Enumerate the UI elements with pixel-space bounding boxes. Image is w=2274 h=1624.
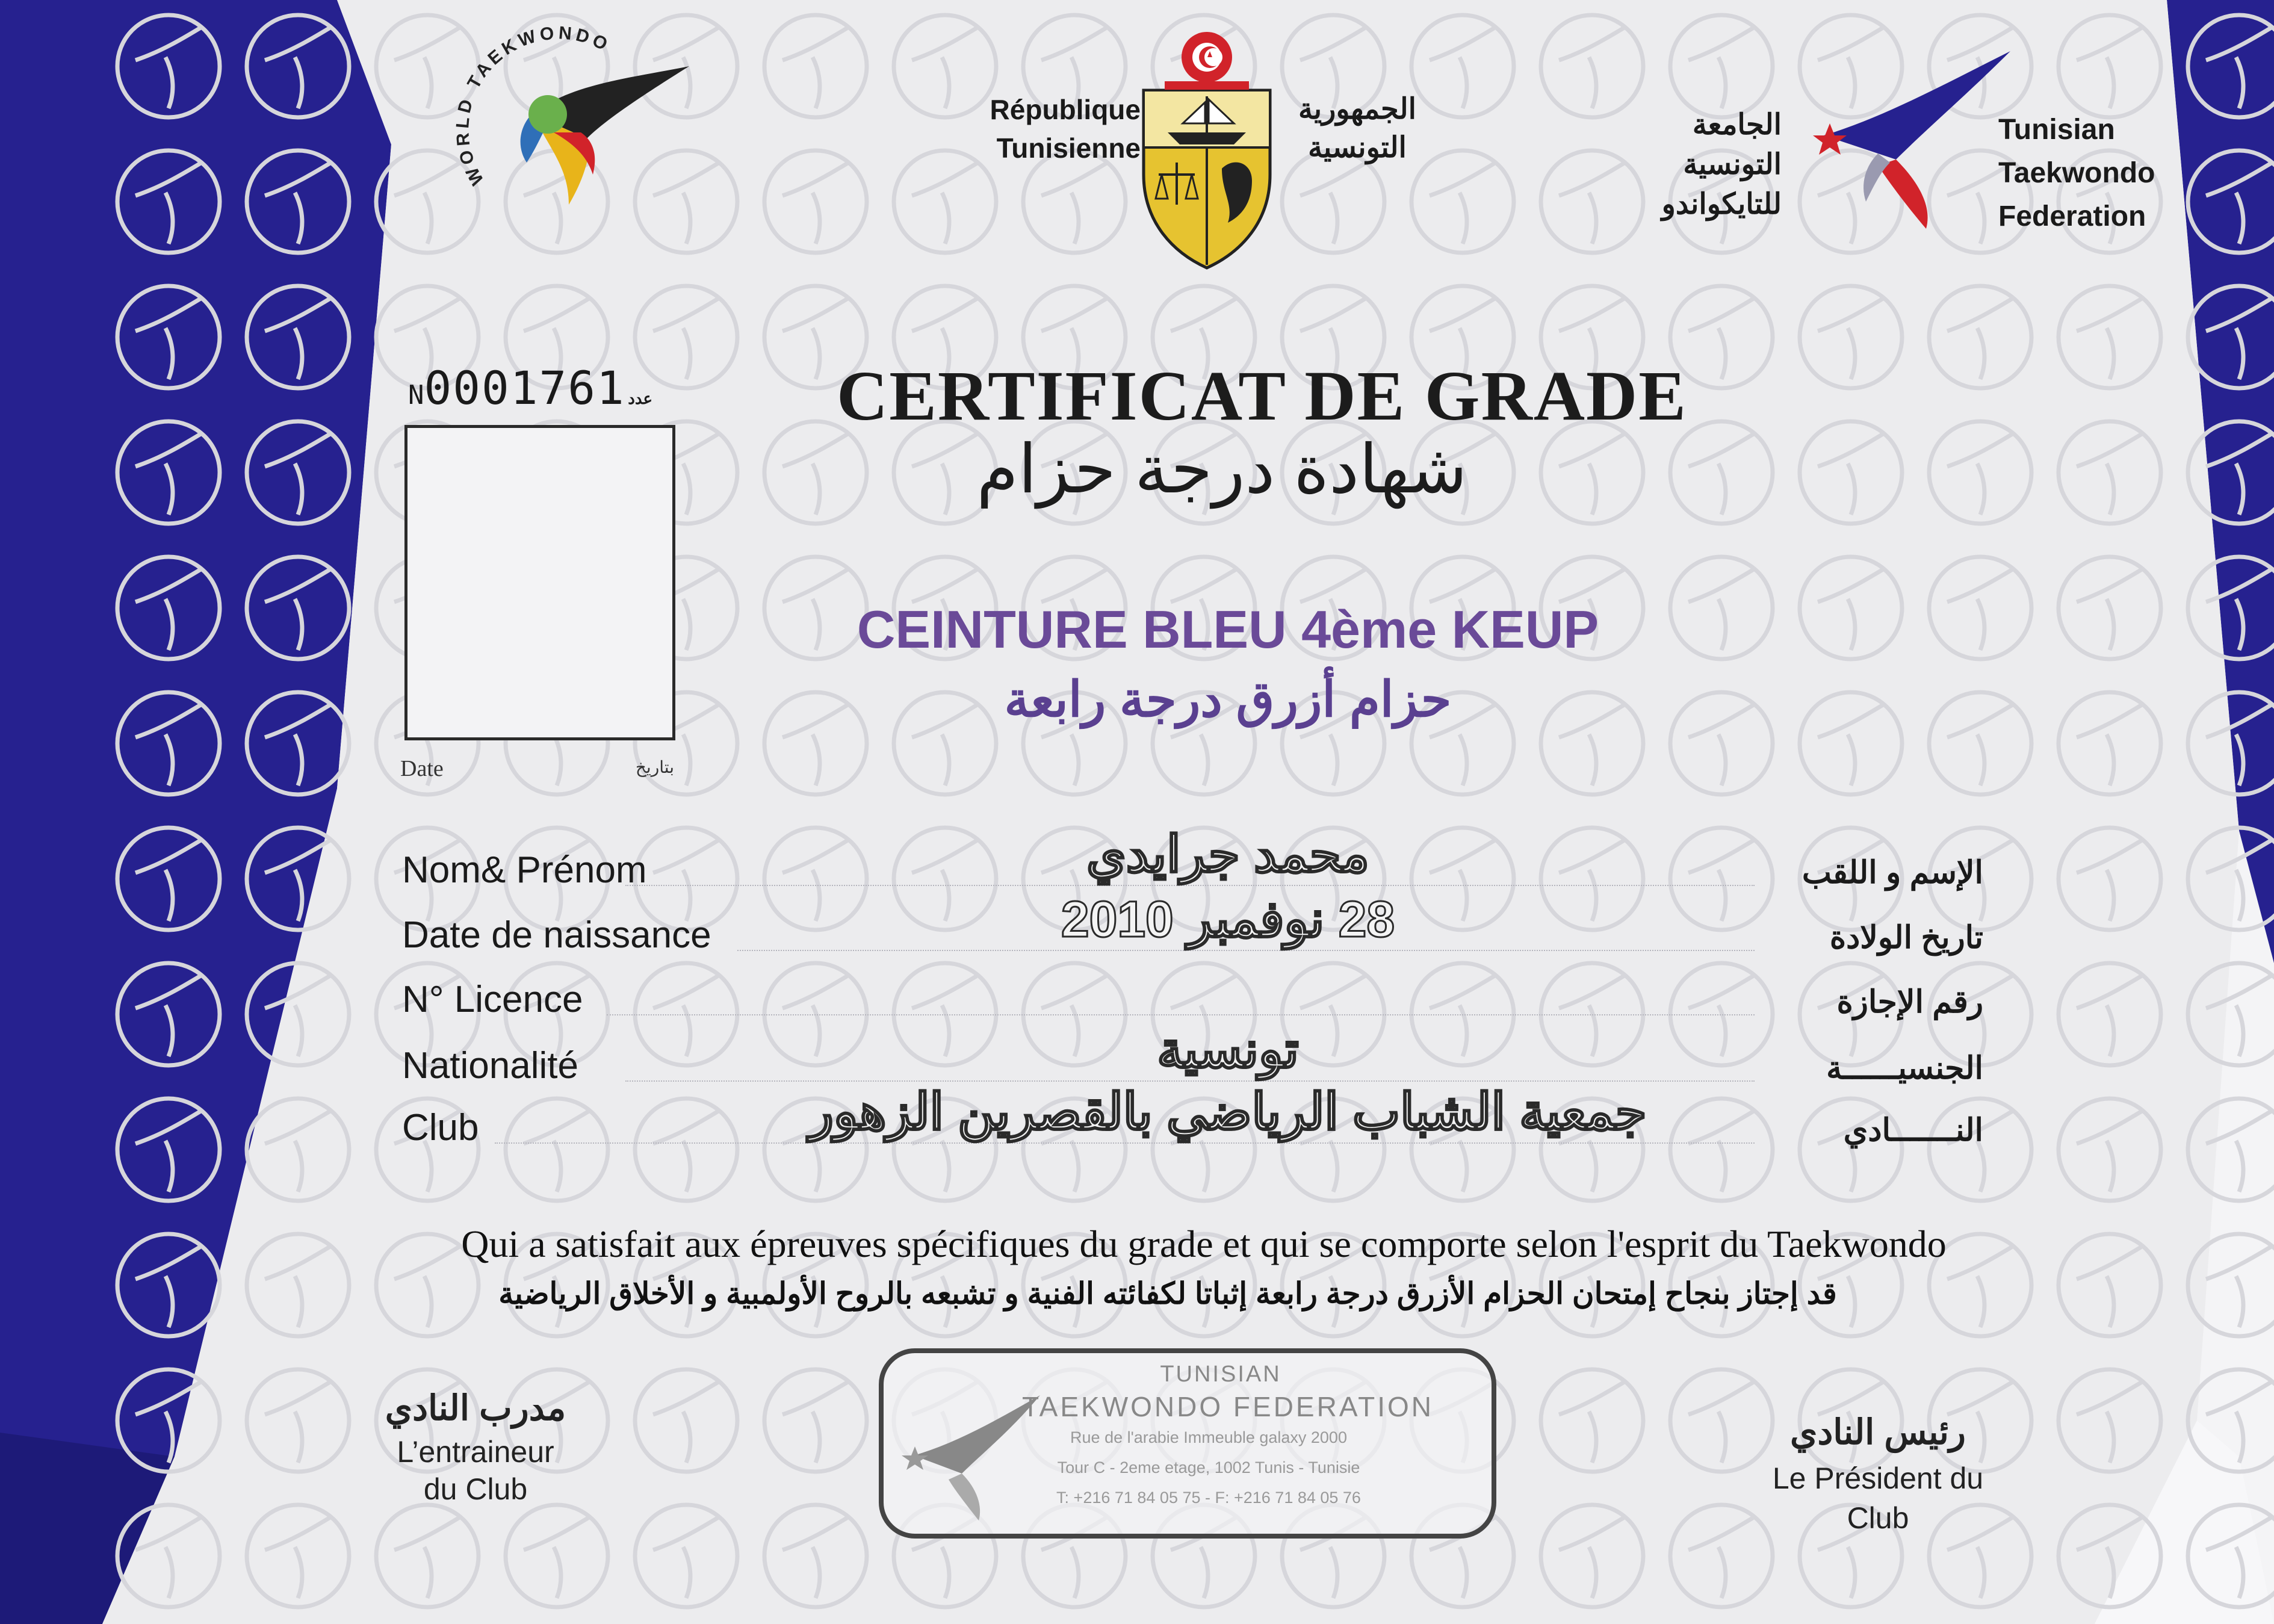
field-label-fr: Date de naissance <box>402 914 711 956</box>
field-value: تونسية <box>1157 1021 1299 1078</box>
field-label-ar: رقم الإجازة <box>1836 985 1983 1020</box>
stamp-line1: TUNISIAN <box>1160 1362 1281 1387</box>
field-dotted-line <box>495 1142 1755 1144</box>
coach-label-ar: مدرب النادي <box>385 1389 566 1428</box>
federation-ar-line1: الجامعة <box>1692 109 1782 141</box>
stamp-line3: Rue de l'arabie Immeuble galaxy 2000 <box>1070 1428 1347 1446</box>
federation-en-line2: Taekwondo <box>1998 157 2155 189</box>
republic-fr-line1: République <box>990 94 1141 125</box>
federation-en <box>1998 108 2179 238</box>
ttf-logo <box>1812 45 2016 232</box>
serial-prefix: N <box>408 380 424 411</box>
field-value: 28 نوفمبر 2010 <box>1061 891 1395 947</box>
field-label-ar: النـــــــادي <box>1843 1113 1983 1148</box>
field-label-ar: تاريخ الولادة <box>1829 920 1983 955</box>
tunisia-coat-of-arms <box>1132 24 1282 271</box>
field-label-ar: الجنسيــــــة <box>1826 1051 1983 1086</box>
statement-ar: قد إجتاز بنجاح إمتحان الحزام الأزرق درجة رابعة إثباتا لكفائته الفنية و تشبعه بالروح الأولمبية و الأخلاق الرياضية <box>498 1277 1837 1310</box>
stamp-line5: T: +216 71 84 05 75 - F: +216 71 84 05 76 <box>1056 1489 1361 1507</box>
world-taekwondo-logo <box>448 24 701 217</box>
field-label-fr: Nationalité <box>402 1045 578 1086</box>
certificate-title-fr: CERTIFICAT DE GRADE <box>837 356 1687 435</box>
federation-stamp <box>879 1348 1496 1539</box>
republic-ar-line2: التونسية <box>1308 132 1407 164</box>
field-label-ar: الإسم و اللقب <box>1802 855 1983 890</box>
coach-label-fr-line1: L’entraineur <box>397 1435 554 1469</box>
field-dotted-line <box>737 950 1755 951</box>
field-label-fr: N° Licence <box>402 979 583 1020</box>
republic-fr-line2: Tunisienne <box>996 132 1141 164</box>
president-label-ar: رئيس النادي <box>1790 1413 1966 1452</box>
serial-ar-label: عدد <box>628 389 652 408</box>
stamp-line2: TAEKWONDO FEDERATION <box>1022 1391 1434 1422</box>
republic-ar-line1: الجمهورية <box>1298 93 1416 125</box>
serial-number <box>408 361 652 415</box>
photo-date-label-ar: بتاريخ <box>635 758 674 776</box>
republic-ar <box>1282 90 1433 167</box>
grade-fr: CEINTURE BLEU 4ème KEUP <box>857 600 1599 659</box>
republic-fr <box>966 90 1141 167</box>
coach-label-fr-line2: du Club <box>423 1472 528 1506</box>
serial-value: 0001761 <box>424 361 625 415</box>
svg-text:WORLD TAEKWONDO: WORLD TAEKWONDO <box>452 24 614 188</box>
coach-signature-block <box>337 1387 614 1508</box>
field-value: محمد جرايدي <box>1086 826 1370 882</box>
field-dotted-line <box>625 1080 1755 1082</box>
federation-ar-line3: للتايكواندو <box>1661 188 1782 220</box>
federation-ar-line2: التونسية <box>1683 149 1782 181</box>
field-label-fr: Club <box>402 1107 479 1148</box>
president-signature-block <box>1733 1412 2022 1538</box>
field-value: جمعية الشباب الرياضي بالقصرين الزهور <box>809 1083 1647 1140</box>
photo-placeholder <box>404 425 675 740</box>
federation-en-line3: Federation <box>1998 200 2146 232</box>
grade-ar: حزام أزرق درجة رابعة <box>1004 672 1452 727</box>
federation-ar <box>1595 105 1782 225</box>
federation-en-line1: Tunisian <box>1998 114 2115 146</box>
president-label-fr-line2: Club <box>1847 1501 1909 1535</box>
field-dotted-line <box>607 1014 1755 1015</box>
president-label-fr-line1: Le Président du <box>1772 1461 1984 1495</box>
field-label-fr: Nom& Prénom <box>402 849 647 891</box>
field-dotted-line <box>625 885 1755 886</box>
statement-fr: Qui a satisfait aux épreuves spécifiques du grade et qui se comporte selon l'esprit du Taekwondo <box>461 1223 1947 1265</box>
certificate-title-ar: شهادة درجة حزام <box>976 432 1467 507</box>
stamp-line4: Tour C - 2eme etage, 1002 Tunis - Tunisie <box>1057 1458 1360 1477</box>
photo-date-label-fr: Date <box>400 756 444 781</box>
